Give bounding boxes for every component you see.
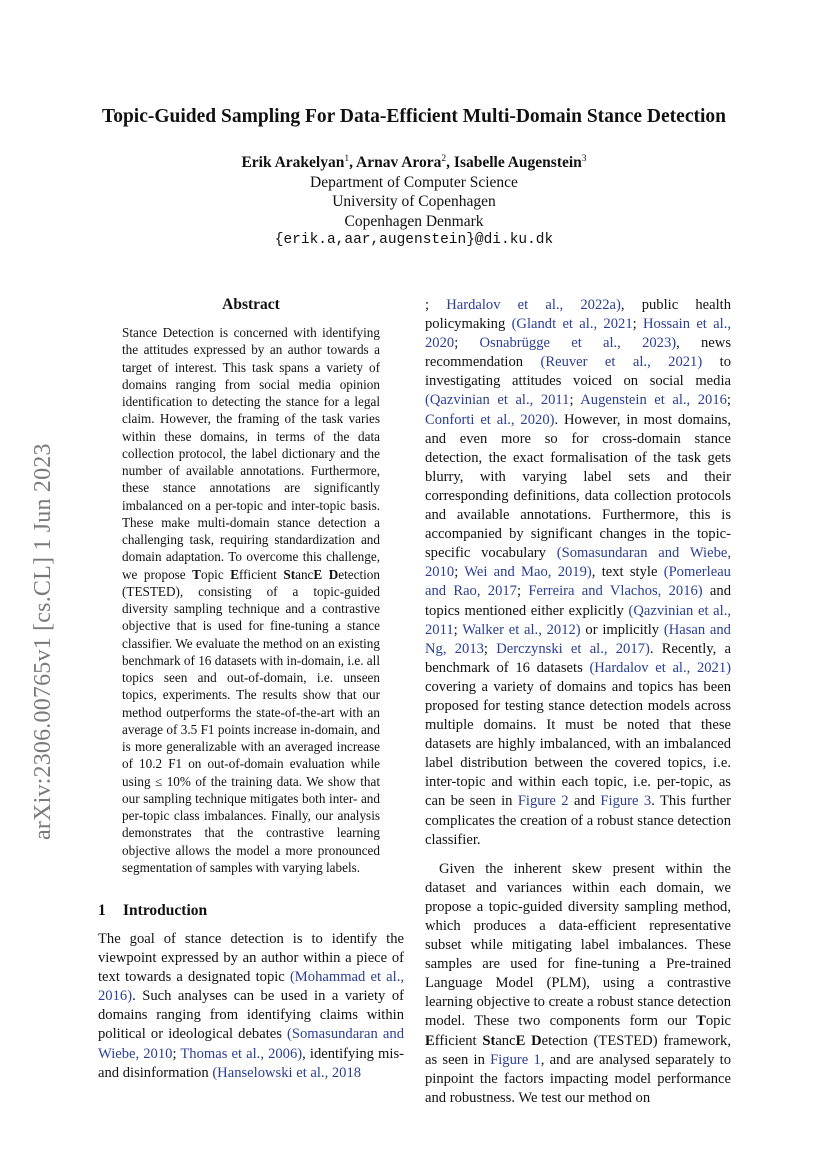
university: University of Copenhagen bbox=[332, 193, 496, 211]
text-run: , text style bbox=[591, 564, 664, 581]
acronym-letter: D bbox=[531, 1032, 542, 1049]
location: Copenhagen Denmark bbox=[344, 212, 484, 230]
text-run: ; bbox=[453, 621, 463, 638]
citation-link[interactable]: (Pomerleau and Rao, 2017 bbox=[425, 564, 731, 600]
citation-link[interactable]: Augenstein et al., 2016 bbox=[580, 392, 727, 409]
citation-link[interactable]: (Reuver et al., 2021) bbox=[540, 354, 703, 371]
citation-link[interactable]: Osnabrügge et al., 2023) bbox=[479, 335, 677, 352]
intro-paragraph-2 bbox=[425, 860, 731, 1108]
text-run: Given the inherent skew present within the dataset and variances within each domain, we propose a topic-guided diversity sampling method, which produces a data-efficient representative subset while mitigating label imbalances. These samples are used for fine-tuning a Pre-trained Language Model (PLM), using a contrastive learning objective to create a robust stance detection model. These two components form our bbox=[425, 860, 731, 1030]
author-affiliation: 3 bbox=[581, 154, 587, 164]
citation-link[interactable]: (Qazvinian et al., 2011 bbox=[425, 392, 570, 409]
citation-link[interactable]: (Hanselowski et al., 2018 bbox=[212, 1064, 362, 1081]
author-name: Isabelle Augenstein bbox=[453, 154, 582, 172]
citation-link[interactable]: Wei and Mao, 2019) bbox=[464, 564, 592, 581]
text-run: opic bbox=[705, 1013, 731, 1030]
text-run: . Recently, a benchmark of 16 datasets bbox=[425, 640, 731, 676]
author-name: Arnav Arora bbox=[356, 154, 442, 172]
text-run: , news recommendation bbox=[425, 335, 732, 371]
figure-reference-link[interactable]: Figure 2 bbox=[517, 793, 569, 810]
citation-link[interactable]: (Hasan and Ng, 2013 bbox=[425, 621, 731, 657]
acronym-letter: St bbox=[283, 566, 296, 582]
citation-link[interactable]: (Hardalov et al., 2021) bbox=[589, 659, 731, 676]
text-run: or implicitly bbox=[580, 621, 664, 638]
abstract-text-part: fficient bbox=[239, 566, 284, 582]
text-run: covering a variety of domains and topics has been proposed for testing stance detection models across multiple domains. It must be noted that these datasets are highly imbalanced, with an imbalanced label distribution between the covered topics, i.e. inter-topic and within each topic, i.e. per-topic, as can be seen in bbox=[425, 678, 731, 810]
acronym-letter: D bbox=[328, 566, 339, 582]
citation-link[interactable]: (Somasundaran and Wiebe, 2010 bbox=[98, 1026, 404, 1062]
text-run: . Such analyses can be used in a variety of domains ranging from identifying claims within political or ideological debates bbox=[98, 988, 404, 1043]
text-run: ; bbox=[454, 335, 480, 352]
paper-title: Topic-Guided Sampling For Data-Efficient Multi-Domain Stance Detection bbox=[102, 106, 726, 127]
author-names: Erik Arakelyan$^1$, Arnav Arora$^2$, Isabelle Augenstein$^3$ bbox=[241, 154, 587, 172]
section-number: 1 bbox=[98, 902, 106, 919]
section-title: Introduction bbox=[123, 902, 208, 919]
acronym-letter: E bbox=[313, 566, 323, 582]
citation-link[interactable]: Thomas et al., 2006) bbox=[180, 1045, 303, 1062]
text-run: ; bbox=[483, 640, 497, 657]
text-run: , identifying mis- and disinformation bbox=[98, 1045, 404, 1081]
citation-link[interactable]: (Qazvinian et al., 2011 bbox=[425, 602, 731, 638]
citation-link[interactable]: Conforti et al., 2020) bbox=[425, 411, 555, 428]
text-run: . This further complicates the creation of a robust stance detection classifier. bbox=[425, 793, 731, 848]
text-run: ; bbox=[569, 392, 581, 409]
author-block bbox=[0, 150, 828, 251]
right-column bbox=[425, 296, 731, 1108]
abstract-text-part: anc bbox=[295, 566, 314, 582]
text-run: ; bbox=[516, 583, 529, 600]
citation-link[interactable]: Ferreira and Vlachos, 2016) bbox=[528, 583, 703, 600]
intro-paragraph-1-start bbox=[98, 930, 404, 1083]
text-run: The goal of stance detection is to identify the viewpoint expressed by an author within a piece of text towards a designated topic bbox=[98, 931, 404, 986]
text-run: (TESTED) framework, as seen in bbox=[425, 1032, 731, 1068]
text-run: , and are analysed separately to pinpoint the factors impacting model performance and robustness. We test our method on bbox=[425, 1051, 731, 1106]
abstract-heading: Abstract bbox=[222, 296, 280, 313]
text-run: ; bbox=[425, 297, 447, 313]
text-run: ; bbox=[632, 316, 643, 333]
citation-link[interactable]: (Mohammad et al., 2016) bbox=[98, 969, 404, 1005]
email: {erik.a,aar,augenstein}@di.ku.dk bbox=[274, 232, 554, 249]
author-affiliation: 1 bbox=[344, 154, 350, 164]
author-name: Erik Arakelyan bbox=[241, 154, 345, 172]
abstract-text-part: opic bbox=[200, 566, 231, 582]
citation-link[interactable]: Derczynski et al., 2017) bbox=[496, 640, 650, 657]
abstract-text bbox=[98, 324, 404, 876]
text-run: , public health policymaking bbox=[425, 297, 731, 333]
citation-link[interactable]: Walker et al., 2012) bbox=[462, 621, 581, 638]
text-run: and topics mentioned either explicitly bbox=[425, 583, 732, 619]
abstract-text-part: (TESTED), consisting of a topic-guided diversity sampling technique and a contrastive objective that is used for fine-tuning a stance classifier. We evaluate the method on an existing benchmark of 16 datasets with in-domain, i.e. all topics seen and out-of-domain, i.e. unseen topics, experiments. The results show that our method outperforms the state-of-the-art with an average of 3.5 F1 points increase in-domain, and is more generalizable with an averaged increase of 10.2 F1 on out-of-domain evaluation while using ≤ 10% of the training data. We show that our sampling technique mitigates both inter- and per-topic class imbalances. Finally, our analysis demonstrates that the contrastive learning objective allows the model a more pronounced segmentation of samples with varying labels. bbox=[122, 583, 380, 875]
abstract-text-part: etection bbox=[338, 566, 380, 582]
citation-link[interactable]: (Glandt et al., 2021 bbox=[511, 316, 633, 333]
citation-link[interactable]: Hardalov et al., 2022a) bbox=[446, 297, 621, 313]
text-run: . However, in most domains, and even more so for cross-domain stance detection, the exact formalisation of the task gets blurry, with varying label sets and their corresponding definitions, data collection protocols and available annotations. Furthermore, this is accompanied by significant changes in the topic-specific vocabulary bbox=[425, 411, 731, 562]
text-run: etection bbox=[541, 1032, 588, 1049]
acronym-letter: E bbox=[515, 1032, 526, 1049]
acronym-letter: E bbox=[230, 566, 239, 582]
acronym-letter: E bbox=[425, 1032, 435, 1049]
text-run: fficient bbox=[434, 1032, 483, 1049]
author-affiliation: 2 bbox=[441, 154, 447, 164]
section-heading bbox=[98, 902, 404, 920]
figure-reference-link[interactable]: Figure 3 bbox=[600, 793, 652, 810]
text-run: ; bbox=[726, 392, 731, 409]
text-run: to investigating attitudes voiced on social media bbox=[425, 354, 732, 390]
intro-paragraph-1-continued bbox=[425, 296, 731, 850]
citation-link[interactable]: (Somasundaran and Wiebe, 2010 bbox=[425, 545, 731, 581]
text-run: and bbox=[568, 793, 601, 810]
department: Department of Computer Science bbox=[310, 173, 518, 191]
acronym-letter: T bbox=[696, 1013, 706, 1030]
citation-link[interactable]: Hossain et al., 2020 bbox=[425, 316, 732, 352]
abstract-text-part: Stance Detection is concerned with identifying the attitudes expressed by an author towards a target of interest. This task spans a variety of domains ranging from social media opinion identification to detecting the stance for a legal claim. However, the framing of the task varies within these domains, in terms of the data collection protocol, the label dictionary and the number of available annotations. Furthermore, these stance annotations are significantly imbalanced on a per-topic and inter-topic basis. These make multi-domain stance detection a challenging task, requiring standardization and domain adaptation. To overcome this challenge, we propose bbox=[122, 325, 380, 582]
left-column bbox=[98, 296, 404, 1083]
text-run: ; bbox=[172, 1045, 181, 1062]
text-run: ; bbox=[454, 564, 465, 581]
acronym-letter: St bbox=[482, 1032, 496, 1049]
text-run: anc bbox=[495, 1032, 516, 1049]
acronym-letter: T bbox=[192, 566, 201, 582]
arxiv-identifier: arXiv:2306.00765v1 [cs.CL] 1 Jun 2023 bbox=[30, 443, 56, 840]
figure-reference-link[interactable]: Figure 1 bbox=[490, 1051, 541, 1068]
